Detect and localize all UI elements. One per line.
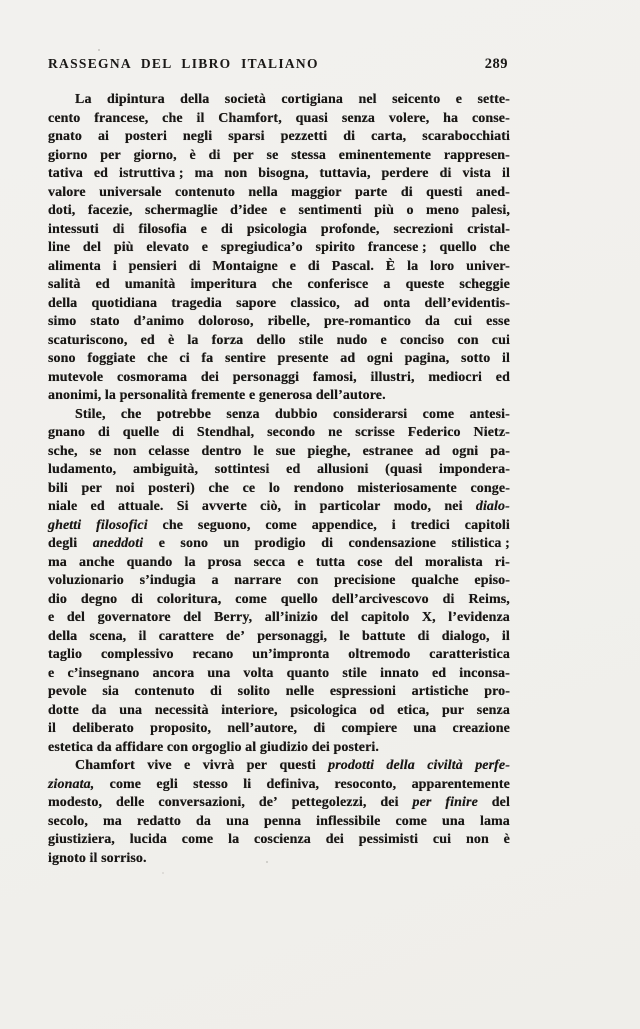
scan-speck <box>266 861 268 863</box>
text-line: Chamfort vive e vivrà per questi prodotti della civiltà perfe- <box>75 758 510 773</box>
text-line: anonimi, la personalità fremente e generosa dell’autore. <box>48 388 386 403</box>
text-line: sche, se non celasse dentro le sue pieghe, estranee ad ogni pa- <box>48 443 510 459</box>
text-line: cento francese, che il Chamfort, quasi senza volere, ha conse- <box>48 110 510 126</box>
text-line: sono foggiate che ci fa sentire presente ad ogni pagina, sotto il <box>48 351 510 366</box>
text-line: gnato ai posteri negli sparsi pezzetti di carta, scarabocchiati <box>48 129 510 144</box>
text-line: voluzionario s’indugia a narrare con precisione qualche episo- <box>48 573 510 588</box>
text-line: bili per noi posteri) che ce lo rendono misteriosamente conge- <box>48 480 510 496</box>
text-line: line del più elevato e spregiudica’o spirito francese ; quello che <box>48 240 510 255</box>
text-line: secolo, ma redatto da una penna inflessibile come una lama <box>48 813 510 829</box>
text-line: ludamento, ambiguità, sottintesi ed allusioni (quasi impondera- <box>48 462 510 477</box>
text-line: mutevole cosmorama dei personaggi famosi, illustri, mediocri ed <box>48 369 510 385</box>
text-line: taglio complessivo recano un’impronta oltremodo caratteristica <box>48 647 510 662</box>
text-line: giustiziera, lucida come la coscienza dei pessimisti cui non è <box>48 832 510 847</box>
text-line: e del governatore del Berry, all’inizio del capitolo X, l’evidenza <box>48 610 510 625</box>
text-line: estetica da affidare con orgoglio al giudizio dei posteri. <box>48 739 380 755</box>
text-line: tativa ed istruttiva ; ma non bisogna, tuttavia, perdere di vista il <box>48 166 510 181</box>
text-line: ma anche quando la prosa secca e tutta cose del moralista ri- <box>48 554 510 570</box>
scan-speck <box>503 59 505 61</box>
text-line: e c’insegnano ancora una volta quanto stile innato ed inconsa- <box>48 665 510 681</box>
scan-speck <box>98 49 100 51</box>
paragraph <box>48 406 510 758</box>
text-line: dio degno di coloritura, come quello dell’arcivescovo di Reims, <box>48 591 510 607</box>
page-body <box>48 91 510 868</box>
text-line: niale ed attuale. Si avverte ciò, in particolar modo, nei dialo- <box>48 499 510 514</box>
text-line: pevole sia contenuto di solito nelle espressioni artistiche pro- <box>48 684 510 699</box>
text-line: degli aneddoti e sono un prodigio di condensazione stilistica ; <box>48 536 510 551</box>
page-header <box>48 56 508 73</box>
text-line: il deliberato proposito, nell’autore, di compiere una creazione <box>48 721 510 736</box>
journal-title: RASSEGNA DEL LIBRO ITALIANO <box>48 56 319 71</box>
text-line: della scena, il carattere de’ personaggi, le battute di dialogo, il <box>48 628 510 644</box>
text-line: giorno per giorno, è di per se stessa eminentemente rappresen- <box>48 147 510 163</box>
text-line: scaturiscono, ed è la forza dello stile nudo e conciso con cui <box>48 332 510 348</box>
text-line: salità ed umanità imperitura che conferisce a queste scheggie <box>48 277 510 292</box>
text-line: zionata, come egli stesso li definiva, resoconto, apparentemente <box>48 776 510 792</box>
text-line: alimenta i pensieri di Montaigne e di Pascal. È la loro univer- <box>48 258 510 274</box>
text-line: valore universale contenuto nella maggior parte di questi aned- <box>48 184 510 200</box>
text-line: ghetti filosofici che seguono, come appendice, i tredici capitoli <box>48 517 510 533</box>
text-line: ignoto il sorriso. <box>48 850 147 866</box>
page-number: 289 <box>484 56 508 72</box>
text-line: Stile, che potrebbe senza dubbio considerarsi come antesi- <box>75 406 510 422</box>
text-line: simo stato d’animo doloroso, ribelle, pre-romantico da cui esse <box>48 314 510 329</box>
text-line: dotte da una necessità interiore, psicologica od etica, pur senza <box>48 702 510 718</box>
paragraph <box>48 757 510 868</box>
text-line: della quotidiana tragedia sapore classico, ad onta dell’evidentis- <box>48 295 510 311</box>
text-line: gnano di quelle di Stendhal, secondo ne scrisse Federico Nietz- <box>48 425 510 440</box>
text-line: intessuti di filosofia e di psicologia profonde, secrezioni cristal- <box>48 221 510 237</box>
scan-speck <box>162 872 164 874</box>
paragraph <box>48 91 510 406</box>
text-line: doti, facezie, schermaglie d’idee e sentimenti più o meno palesi, <box>48 203 510 218</box>
text-line: modesto, delle conversazioni, de’ pettegolezzi, dei per finire del <box>48 795 510 810</box>
text-line: La dipintura della società cortigiana nel seicento e sette- <box>75 92 510 107</box>
